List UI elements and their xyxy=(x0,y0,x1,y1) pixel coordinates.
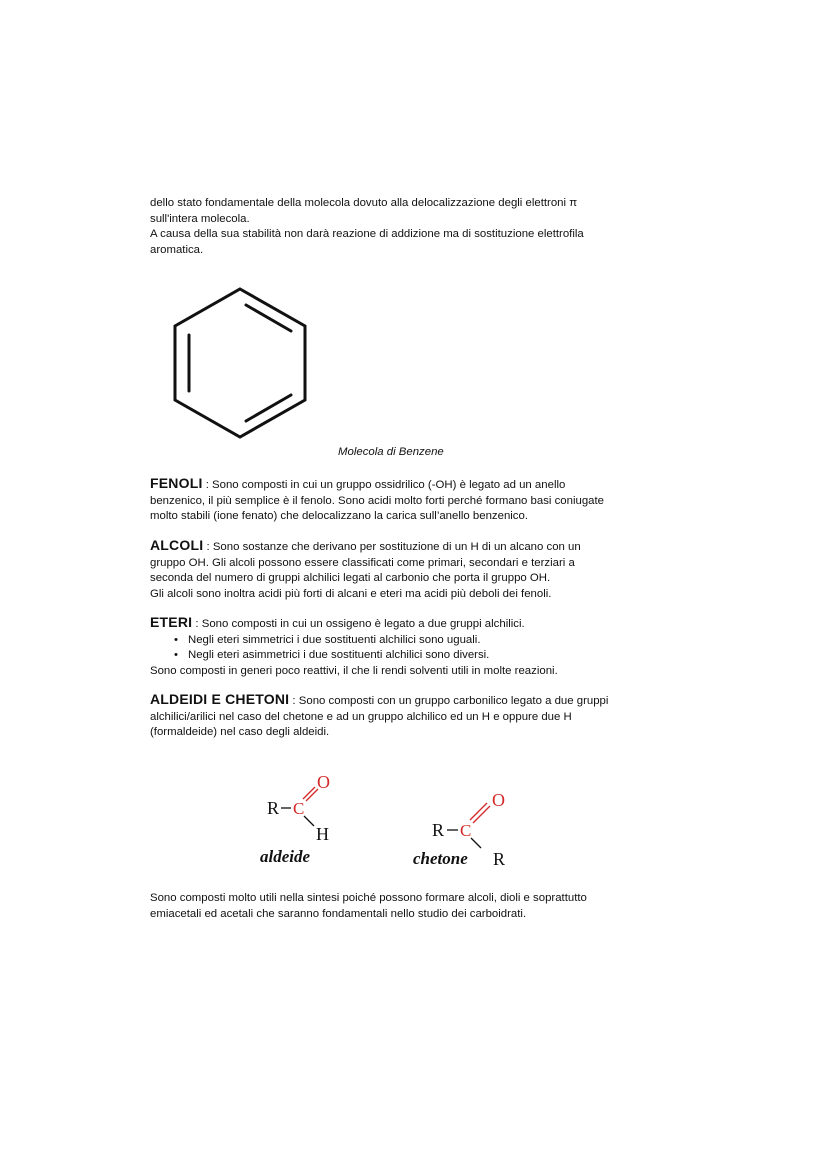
alcoli-line: gruppo OH. Gli alcoli possono essere classificati come primari, secondari e terziari a xyxy=(150,556,575,569)
chetone-r1-atom: R xyxy=(432,820,445,840)
alcoli-title: ALCOLI xyxy=(150,537,204,553)
aldeide-r-atom: R xyxy=(267,798,280,818)
alcoli-line: Gli alcoli sono inoltra acidi più forti di alcani e eteri ma acidi più deboli dei fenoli. xyxy=(150,587,552,600)
alcoli-text: Sono sostanze che derivano per sostituzione di un H di un alcano con un xyxy=(212,541,581,553)
aldeide-ch-bond xyxy=(304,816,314,826)
fenoli-title: FENOLI xyxy=(150,475,203,491)
closing-line: Sono composti molto utili nella sintesi poiché possono formare alcoli, dioli e soprattutto xyxy=(150,892,587,904)
aldeide-h-atom: H xyxy=(316,824,329,844)
alcoli-section xyxy=(150,538,675,602)
fenoli-section xyxy=(150,476,675,525)
eteri-section xyxy=(150,615,675,679)
fenoli-line xyxy=(150,476,675,494)
aldeidi-chetoni-section xyxy=(150,692,675,741)
fenoli-separator: : xyxy=(202,479,213,491)
benzene-ring-diagram xyxy=(170,285,310,441)
aldeide-label: aldeide xyxy=(260,847,311,866)
aldeidi-separator: : xyxy=(289,695,299,707)
intro-line: sull'intera molecola. xyxy=(150,212,250,225)
chetone-c-atom: C xyxy=(460,821,472,840)
eteri-text: Sono composti in cui un ossigeno è legato a due gruppi alchilici. xyxy=(201,618,525,630)
closing-line: emiacetali ed acetali che saranno fondamentali nello studio dei carboidrati. xyxy=(150,907,527,920)
fenoli-text: Sono composti in cui un gruppo ossidrilico (-OH) è legato ad un anello xyxy=(212,479,566,491)
chetone-label: chetone xyxy=(413,849,468,868)
aldeidi-line xyxy=(150,692,675,710)
eteri-bullet-list xyxy=(150,633,675,664)
eteri-line: Sono composti in generi poco reattivi, il che li rendi solventi utili in molte reazioni. xyxy=(150,664,558,677)
eteri-separator: : xyxy=(192,618,202,630)
aldeidi-line: alchilici/arilici nel caso del chetone e ad un gruppo alchilico ed un H e oppure due H xyxy=(150,710,572,723)
aldeide-o-atom: O xyxy=(317,772,330,792)
chetone-o-atom: O xyxy=(492,790,505,810)
aldeide-c-atom: C xyxy=(293,799,305,818)
alcoli-line xyxy=(150,538,675,556)
fenoli-line: molto stabili (ione fenato) che delocalizzano la carica sull’anello benzenico. xyxy=(150,510,529,523)
alcoli-line: seconda del numero di gruppi alchilici legati al carbonio che porta il gruppo OH. xyxy=(150,572,551,585)
eteri-title: ETERI xyxy=(150,614,193,630)
alcoli-separator: : xyxy=(203,541,213,553)
aldeidi-text: Sono composti con un gruppo carbonilico legato a due gruppi xyxy=(298,695,609,707)
aldeidi-chetoni-title: ALDEIDI E CHETONI xyxy=(150,691,290,707)
fenoli-line: benzenico, il più semplice è il fenolo. Sono acidi molto forti perché formano basi coniugate xyxy=(150,494,604,507)
list-item: • Negli eteri asimmetrici i due sostituenti alchilici sono diversi. xyxy=(188,648,675,664)
aldeidi-line: (formaldeide) nel caso degli aldeidi. xyxy=(150,726,330,739)
chetone-r2-atom: R xyxy=(493,849,506,869)
benzene-caption: Molecola di Benzene xyxy=(338,446,444,458)
intro-line: dello stato fondamentale della molecola dovuto alla delocalizzazione degli elettroni π xyxy=(150,197,578,209)
carbonyl-structures-diagram xyxy=(255,770,525,875)
intro-line: aromatica. xyxy=(150,243,204,256)
eteri-line xyxy=(150,615,675,633)
list-item: • Negli eteri simmetrici i due sostituenti alchilici sono uguali. xyxy=(188,633,675,649)
closing-paragraph xyxy=(150,891,675,922)
intro-line: A causa della sua stabilità non darà reazione di addizione ma di sostituzione elettrofila xyxy=(150,228,584,241)
chetone-cr-bond xyxy=(471,838,481,848)
intro-paragraph xyxy=(150,196,675,258)
